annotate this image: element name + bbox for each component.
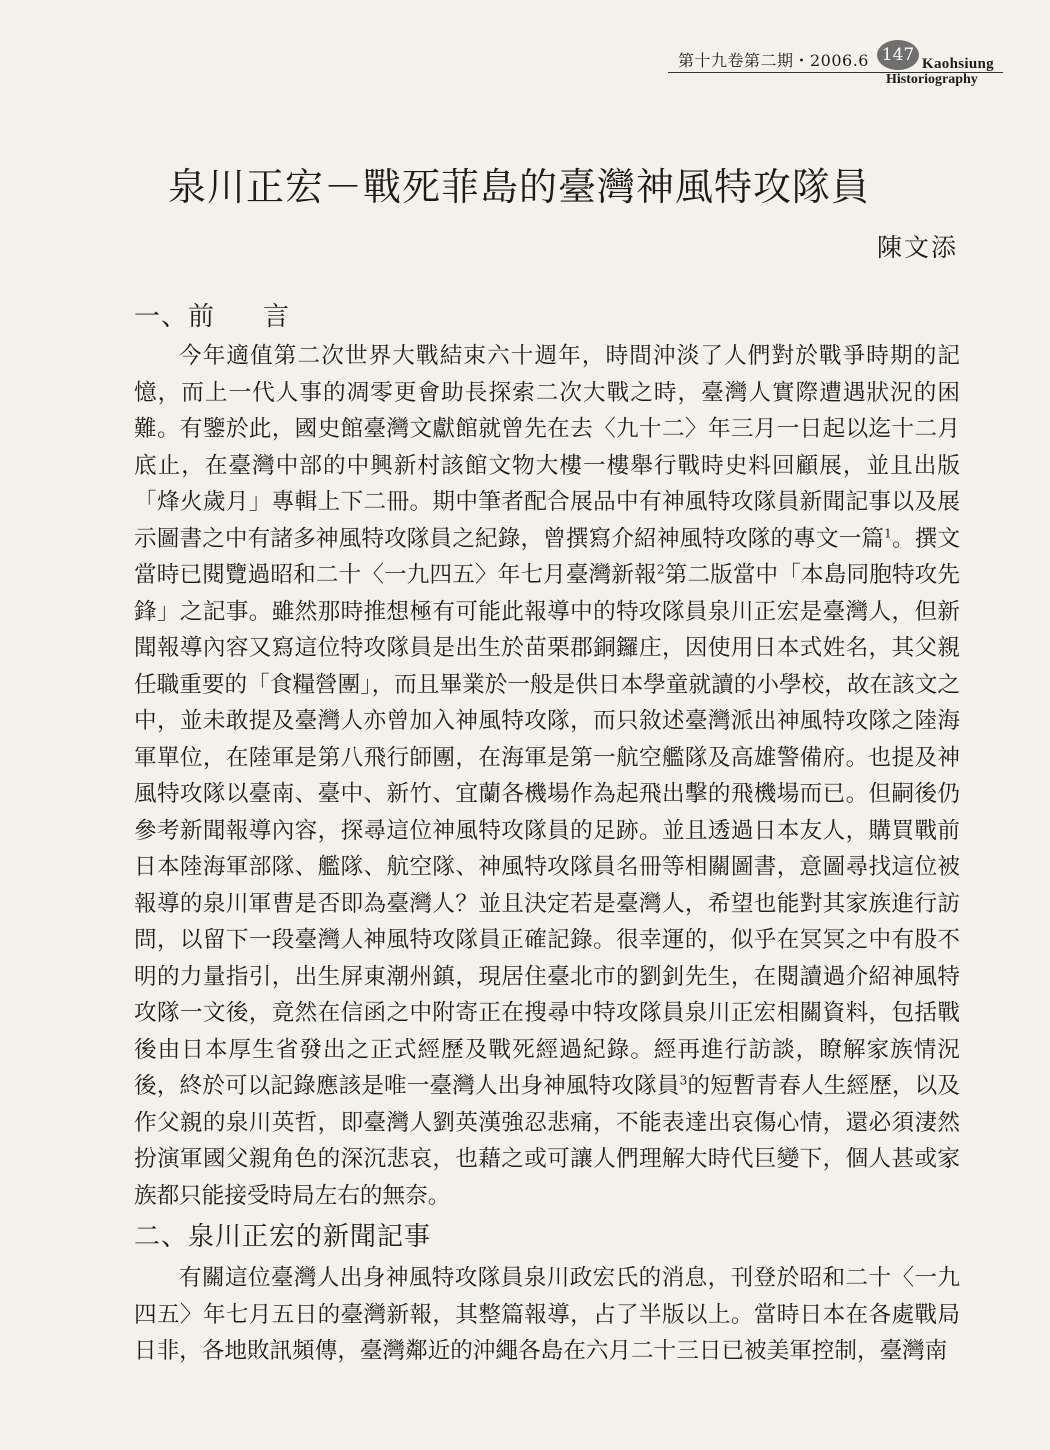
journal-name-line2: Historiography: [886, 72, 978, 87]
section-heading-news-report: 二、泉川正宏的新聞記事: [134, 1222, 432, 1252]
section-heading-word: 言: [263, 302, 291, 332]
paragraph-text: 。撰文當時已閱覽過昭和二十〈一九四五〉年七月臺灣新報: [134, 525, 961, 588]
journal-name-line1: Kaohsiung: [922, 56, 994, 72]
page-number-badge: 147: [877, 40, 919, 70]
section-heading-number: 一、前: [134, 302, 216, 332]
article-title: 泉川正宏－戰死菲島的臺灣神風特攻隊員: [167, 165, 870, 209]
journal-issue-label: 第十九卷第二期・2006.6: [678, 51, 869, 70]
header-divider: [668, 72, 1003, 73]
article-author: 陳文添: [876, 233, 958, 262]
body-paragraph: [134, 338, 960, 1214]
paragraph-text: 第二版當中「本島同胞特攻先鋒」之記事。雖然那時推想極有可能此報導中的特攻隊員泉川正宏是臺灣人，但新聞報導內容又寫這位特攻隊員是出生於苗栗郡銅鑼庄，因使用日本式姓名，其父親任職重要的「食糧營團」，而且畢業於一般是供日本學童就讀的小學校，故在該文之中，並未敢提及臺灣人亦曾加入神風特攻隊，而只敘述臺灣派出神風特攻隊之陸海軍單位，在陸軍是第八飛行師團，在海軍是第一航空艦隊及高雄警備府。也提及神風特攻隊以臺南、臺中、新竹、宜蘭各機場作為起飛出擊的飛機場而已。但嗣後仍參考新聞報導內容，探尋這位神風特攻隊員的足跡。並且透過日本友人，購買戰前日本陸海軍部隊、艦隊、航空隊、神風特攻隊員名冊等相關圖書，意圖尋找這位被報導的泉川軍曹是否即為臺灣人？並且決定若是臺灣人，希望也能對其家族進行訪問，以留下一段臺灣人神風特攻隊員正確記錄。很幸運的，似乎在冥冥之中有股不明的力量指引，出生屏東潮州鎮，現居住臺北市的劉釗先生，在閱讀過介紹神風特攻隊一文後，竟然在信函之中附寄正在搜尋中特攻隊員泉川正宏相關資料，包括戰後由日本厚生省發出之正式經歷及戰死經過紀錄。經再進行訪談，瞭解家族情況後，終於可以記錄應該是唯一臺灣人出身神風特攻隊員: [134, 562, 961, 1099]
paragraph-text: 今年適值第二次世界大戰結束六十週年，時間沖淡了人們對於戰爭時期的記憶，而上一代人事的凋零更會助長探索二次大戰之時，臺灣人實際遭遇狀況的困難。有鑒於此，國史館臺灣文獻館就曾先在去〈九十二〉年三月一日起以迄十二月底止，在臺灣中部的中興新村該館文物大樓一樓舉行戰時史料回顧展，並且出版「烽火歲月」專輯上下二冊。期中筆者配合展品中有神風特攻隊員新聞記事以及展示圖書之中有諸多神風特攻隊員之紀錄，曾撰寫介紹神風特攻隊的專文一篇: [134, 343, 960, 552]
body-paragraph: [134, 1260, 960, 1370]
section-heading-introduction: [134, 296, 290, 333]
footnote-ref[interactable]: 2: [656, 562, 665, 577]
paragraph-text: 的短暫青春人生經歷，以及作父親的泉川英哲，即臺灣人劉英漢強忍悲痛，不能表達出哀傷心情，還必須淒然扮演軍國父親角色的深沉悲哀，也藉之或可讓人們理解大時代巨變下，個人甚或家族都只能接受時局左右的無奈。: [134, 1073, 961, 1209]
footnote-ref[interactable]: 3: [679, 1073, 688, 1088]
footnote-ref[interactable]: 1: [884, 525, 892, 540]
paragraph-text: 有關這位臺灣人出身神風特攻隊員泉川政宏氏的消息，刊登於昭和二十〈一九四五〉年七月五日的臺灣新報，其整篇報導，占了半版以上。當時日本在各處戰局日非，各地敗訊頻傳，臺灣鄰近的沖繩各島在六月二十三日已被美軍控制，臺灣南: [134, 1265, 960, 1364]
